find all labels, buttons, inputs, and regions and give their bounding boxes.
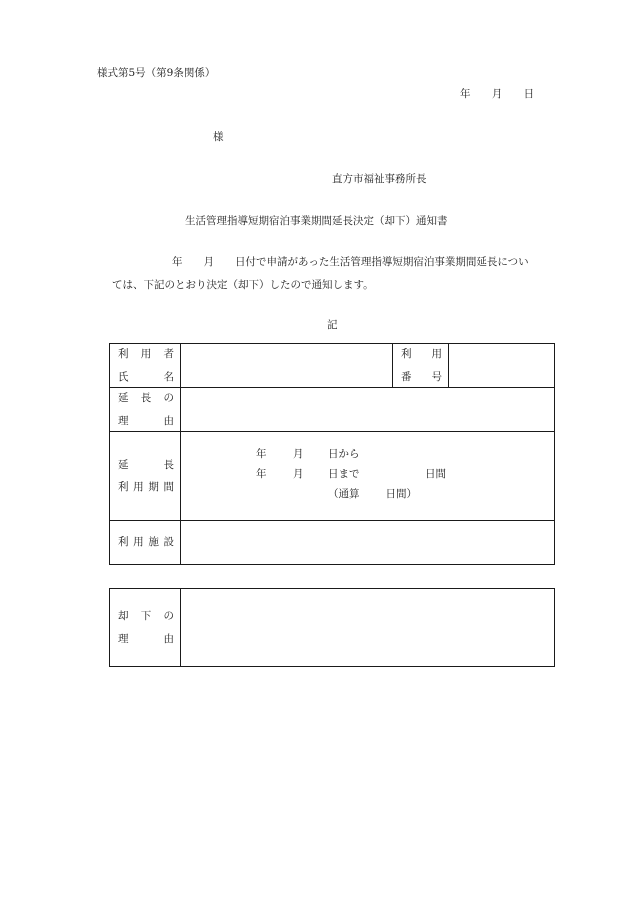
user-number-field[interactable] [449, 344, 555, 388]
issuer-title: 直方市福祉事務所長 [332, 173, 427, 185]
extension-reason-row [110, 388, 555, 432]
extension-period-field[interactable] [181, 432, 555, 521]
extension-reason-label: 延 長 の 理 由 [110, 388, 181, 432]
extension-reason-field[interactable] [181, 388, 555, 432]
extension-period-row [110, 432, 555, 521]
period-from-line: 年 月 日から [256, 448, 360, 460]
period-until-line: 年 月 日まで 日間 [256, 468, 446, 480]
addressee-honorific: 様 [213, 131, 224, 143]
facility-field[interactable] [181, 521, 555, 565]
facility-label: 利用施設 [110, 521, 181, 565]
rejection-reason-field[interactable] [181, 589, 555, 667]
rejection-reason-row [110, 589, 555, 667]
period-total-line: （通算 日間） [328, 488, 417, 500]
user-name-label: 利 用 者 氏 名 [110, 344, 181, 388]
rejection-reason-label: 却 下 の 理 由 [110, 589, 181, 667]
user-row [110, 344, 555, 388]
date-line: 年 月 日 [460, 88, 535, 100]
body-text-line-2: ては、下記のとおり決定（却下）したので通知します。 [112, 279, 374, 291]
form-number: 様式第5号（第9条関係） [97, 67, 216, 79]
extension-period-label: 延 長 利 用 期 間 [110, 432, 181, 521]
body-text-line-1: 年 月 日付で申請があった生活管理指導短期宿泊事業期間延長につい [172, 256, 529, 268]
user-name-field[interactable] [181, 344, 393, 388]
rejection-table [109, 588, 555, 667]
details-table [109, 343, 555, 565]
user-number-label: 利 用 番 号 [393, 344, 449, 388]
facility-row [110, 521, 555, 565]
ki-heading: 記 [327, 319, 338, 331]
document-title: 生活管理指導短期宿泊事業期間延長決定（却下）通知書 [185, 215, 448, 227]
